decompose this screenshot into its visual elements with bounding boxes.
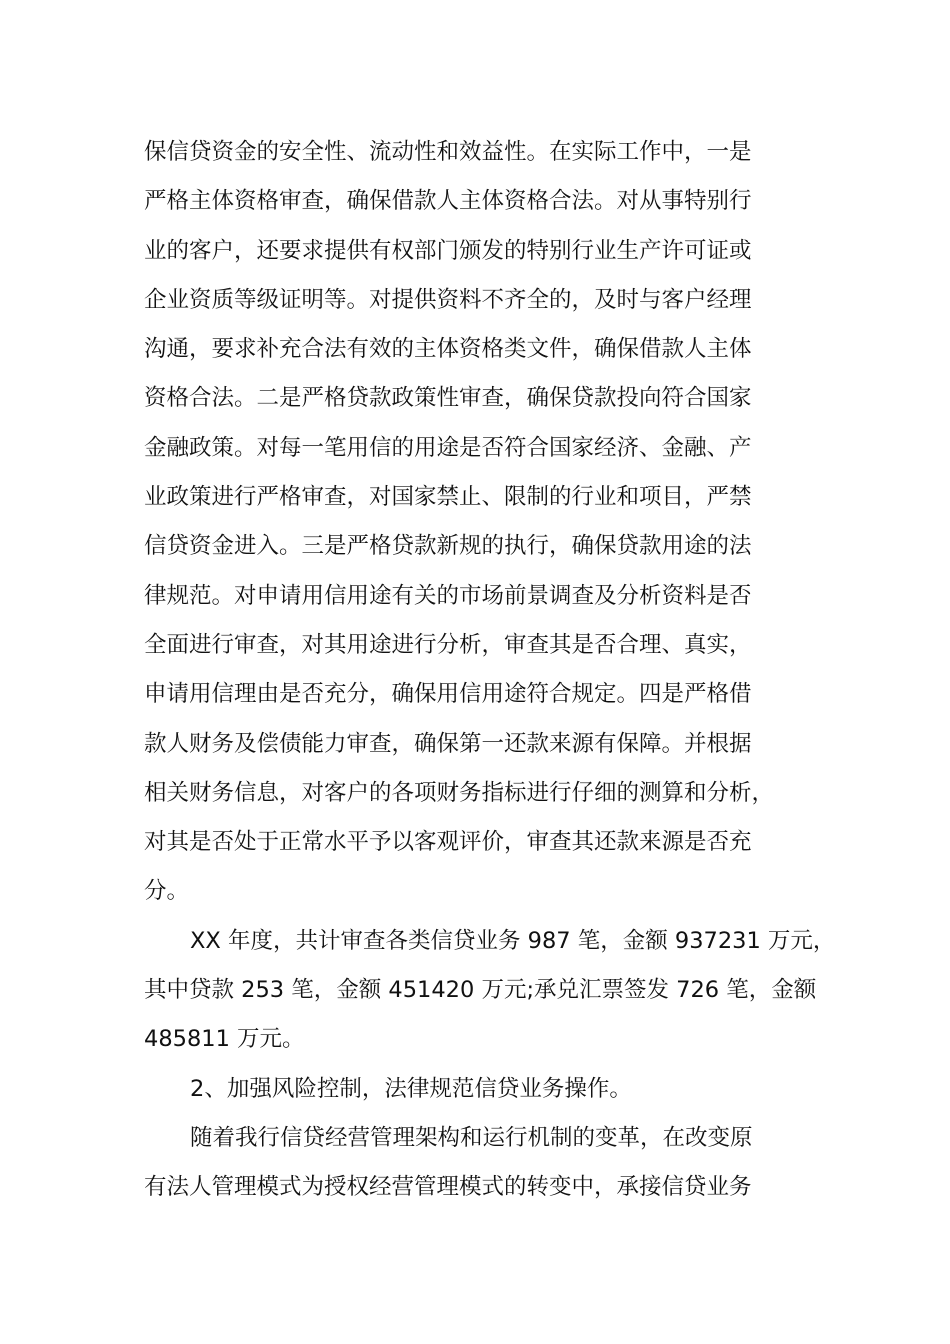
text-line: 资格合法。二是严格贷款政策性审查，确保贷款投向符合国家 — [144, 385, 752, 412]
text-line: 金融政策。对每一笔用信的用途是否符合国家经济、金融、产 — [144, 434, 752, 461]
text-line: 沟通，要求补充合法有效的主体资格类文件，确保借款人主体 — [144, 336, 752, 363]
text-line: 信贷资金进入。三是严格贷款新规的执行，确保贷款用途的法 — [144, 533, 752, 560]
text-line: 分。 — [144, 878, 190, 905]
text-line: 随着我行信贷经营管理架构和运行机制的变革，在改变原 — [190, 1124, 753, 1151]
text-line: 律规范。对申请用信用途有关的市场前景调查及分析资料是否 — [144, 582, 752, 609]
text-line: 企业资质等级证明等。对提供资料不齐全的，及时与客户经理 — [144, 286, 752, 313]
text-line: 保信贷资金的安全性、流动性和效益性。在实际工作中，一是 — [144, 139, 752, 165]
text-line: 2、加强风险控制，法律规范信贷业务操作。 — [190, 1075, 632, 1102]
body-text — [144, 128, 836, 1213]
text-line: 业政策进行严格审查，对国家禁止、限制的行业和项目，严禁 — [144, 484, 752, 511]
text-line: 有法人管理模式为授权经营管理模式的转变中，承接信贷业务 — [144, 1174, 752, 1201]
text-line: 申请用信理由是否充分，确保用信用途符合规定。四是严格借 — [144, 681, 752, 708]
text-line: 相关财务信息，对客户的各项财务指标进行仔细的测算和分析， — [144, 779, 775, 806]
text-line: XX 年度，共计审查各类信贷业务 987 笔，金额 937231 万元， — [190, 927, 836, 954]
text-line: 其中贷款 253 笔，金额 451420 万元;承兑汇票签发 726 笔，金额 — [144, 977, 817, 1004]
text-line: 款人财务及偿债能力审查，确保第一还款来源有保障。并根据 — [144, 730, 752, 757]
text-line: 对其是否处于正常水平予以客观评价，审查其还款来源是否充 — [144, 829, 752, 856]
text-line: 严格主体资格审查，确保借款人主体资格合法。对从事特别行 — [144, 188, 752, 215]
text-line: 全面进行审查，对其用途进行分析，审查其是否合理、真实， — [144, 631, 752, 658]
text-line: 485811 万元。 — [144, 1026, 305, 1053]
text-line: 业的客户，还要求提供有权部门颁发的特别行业生产许可证或 — [144, 237, 752, 264]
